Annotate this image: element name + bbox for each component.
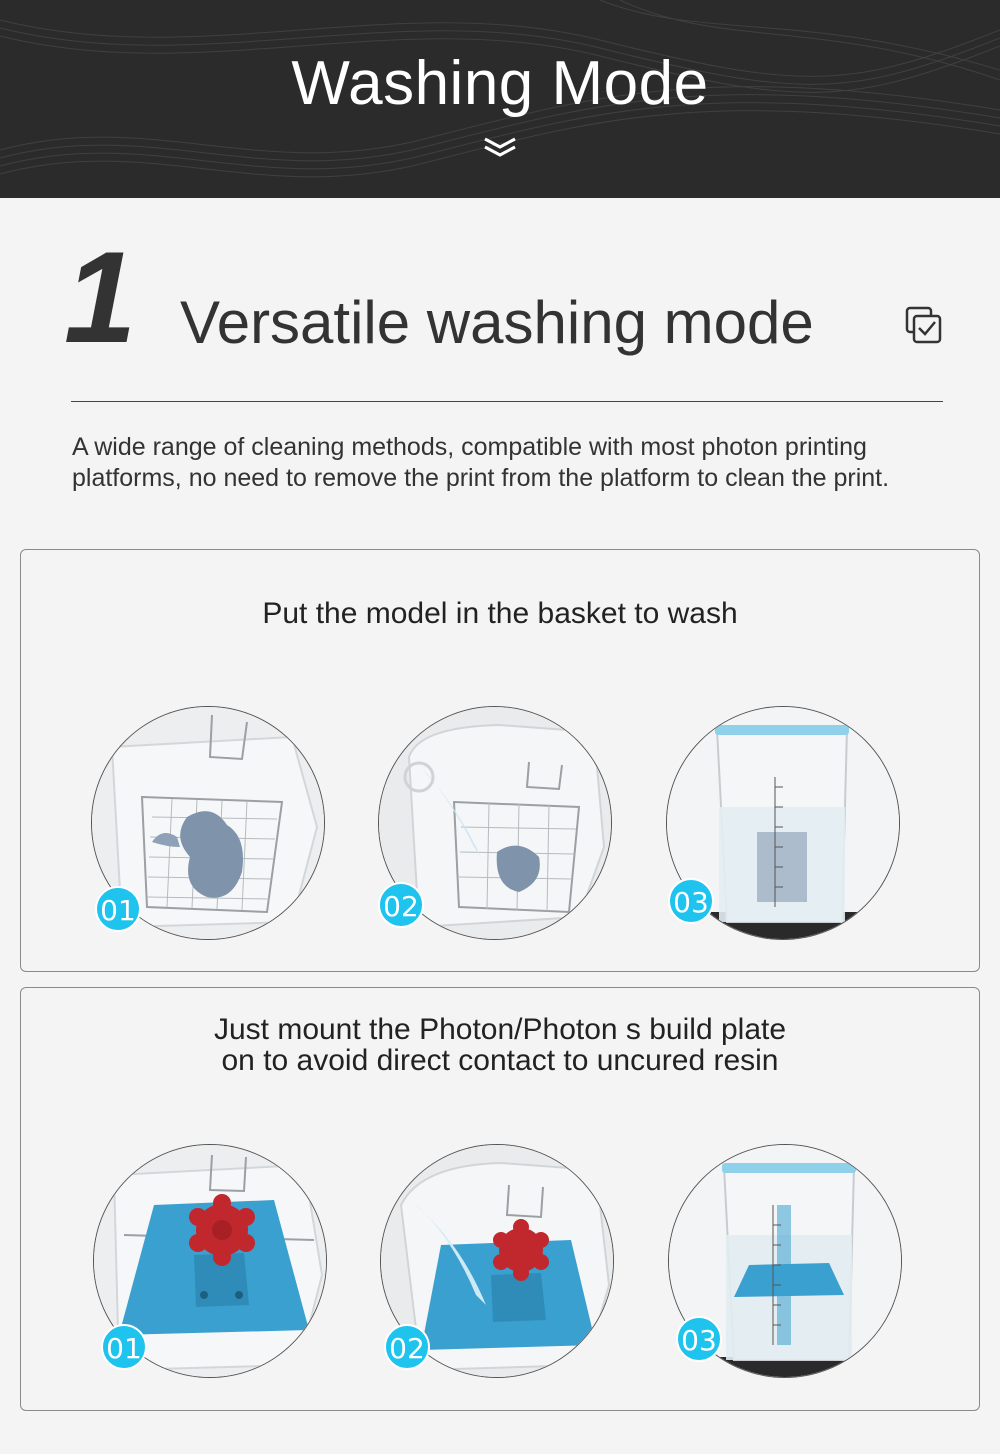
step-card xyxy=(666,706,900,940)
step-badge: 01 xyxy=(101,1324,147,1370)
section-title: Versatile washing mode xyxy=(180,289,814,356)
checkbox-stack-icon xyxy=(905,306,943,344)
basket-wash-panel xyxy=(20,549,980,972)
step-card xyxy=(93,1144,327,1378)
panel-caption-line-2: on to avoid direct contact to uncured resin xyxy=(221,1044,779,1077)
header-banner xyxy=(0,0,1000,198)
panel-caption xyxy=(21,1014,979,1076)
step-card xyxy=(378,706,612,940)
step-card xyxy=(91,706,325,940)
section-description: A wide range of cleaning methods, compatible with most photon printing platforms, no need to remove the print from the platform to clean the print. xyxy=(72,433,890,492)
panel-caption: Put the model in the basket to wash xyxy=(262,597,738,630)
step-badge: 02 xyxy=(384,1324,430,1370)
page-title: Washing Mode xyxy=(291,49,709,118)
double-chevron-down-icon xyxy=(483,136,517,158)
step-card xyxy=(380,1144,614,1378)
step-badge: 03 xyxy=(676,1316,722,1362)
build-plate-wash-panel xyxy=(20,987,980,1411)
step-card xyxy=(668,1144,902,1378)
panel-caption-line-1: Just mount the Photon/Photon s build plate xyxy=(213,1013,787,1046)
step-badge: 03 xyxy=(668,878,714,924)
step-badge: 01 xyxy=(95,886,141,932)
section-number: 1 xyxy=(64,224,137,370)
step-badge: 02 xyxy=(378,882,424,928)
section-divider xyxy=(71,401,943,402)
